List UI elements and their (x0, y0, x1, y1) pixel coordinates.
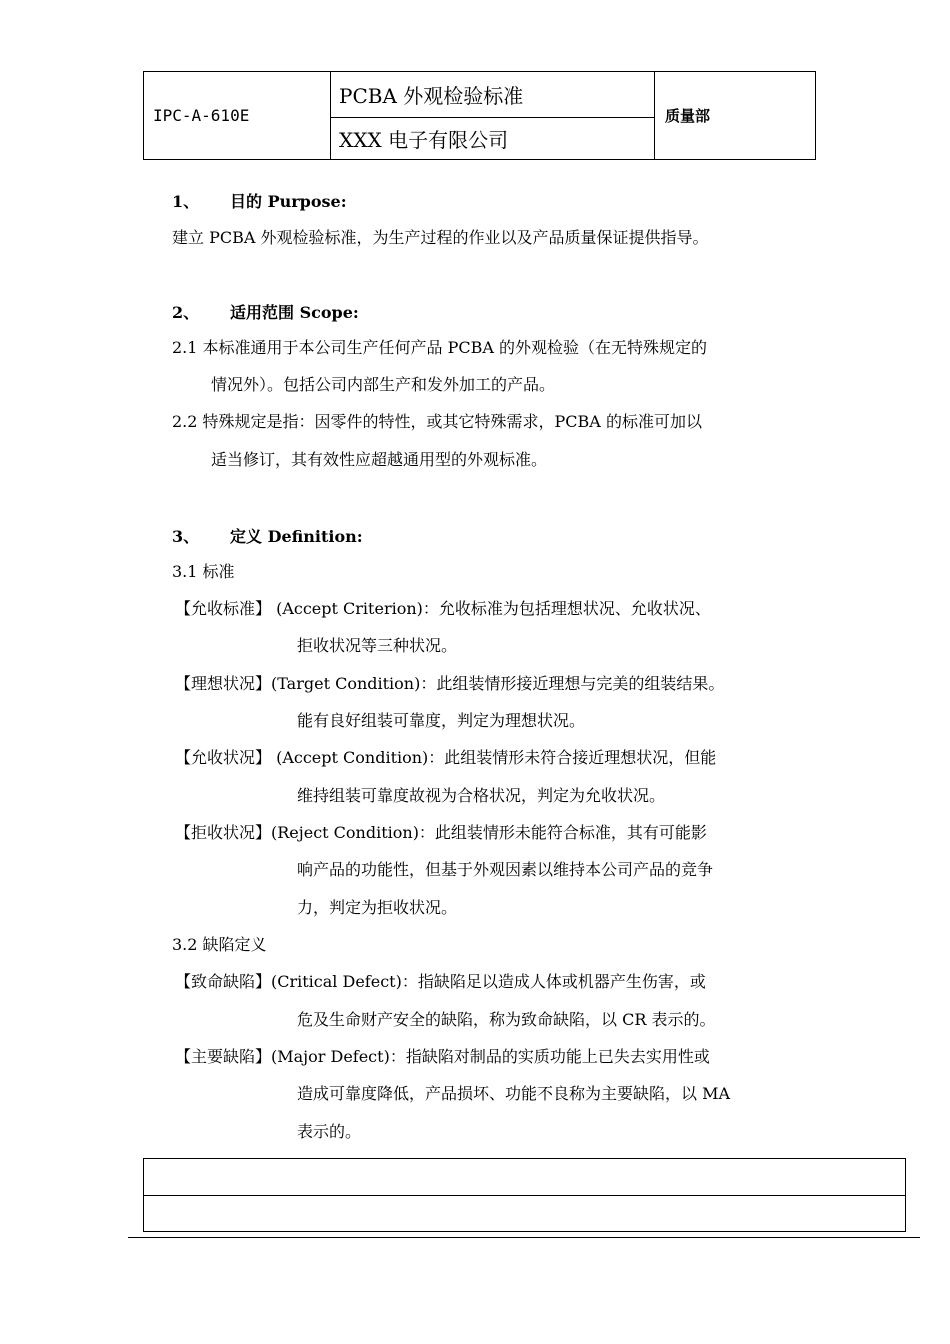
accept-condition-line-1: 【允收状况】 (Accept Condition)：此组装情形未符合接近理想状况，但能 (175, 748, 717, 767)
section-1-heading (172, 189, 347, 212)
company-name: XXX 电子有限公司 (331, 118, 655, 159)
section-1-text: 建立 PCBA 外观检验标准，为生产过程的作业以及产品质量保证提供指导。 (172, 228, 709, 247)
accept-criterion-line-1: 【允收标准】 (Accept Criterion)：允收标准为包括理想状况、允收状况、 (175, 599, 711, 618)
footer-table (143, 1158, 906, 1232)
critical-defect-line-2: 危及生命财产安全的缺陷，称为致命缺陷，以 CR 表示的。 (297, 1010, 716, 1029)
scope-2-2-line-2: 适当修订，其有效性应超越通用型的外观标准。 (211, 450, 548, 469)
target-condition-line-1: 【理想状况】(Target Condition)：此组装情形接近理想与完美的组装结果。 (175, 674, 725, 693)
major-defect-line-2: 造成可靠度降低，产品损坏、功能不良称为主要缺陷，以 MA (297, 1084, 731, 1103)
major-defect-line-1: 【主要缺陷】(Major Defect)：指缺陷对制品的实质功能上已失去实用性或 (175, 1047, 710, 1066)
reject-condition-line-1: 【拒收状况】(Reject Condition)：此组装情形未能符合标准，其有可能影 (175, 823, 707, 842)
section-2-number: 2、 (172, 303, 200, 322)
target-condition-line-2: 能有良好组装可靠度，判定为理想状况。 (297, 711, 586, 730)
critical-defect-line-1: 【致命缺陷】(Critical Defect)：指缺陷足以造成人体或机器产生伤害，或 (175, 972, 706, 991)
department: 质量部 (665, 107, 711, 125)
section-2-title: 适用范围 Scope: (230, 303, 359, 322)
footer-divider (128, 1237, 920, 1238)
scope-2-1-line-2: 情况外）。包括公司内部生产和发外加工的产品。 (211, 375, 556, 394)
doc-title: PCBA 外观检验标准 (331, 72, 655, 118)
section-1-title: 目的 Purpose: (230, 192, 347, 211)
footer-row (144, 1159, 905, 1196)
subsection-3-2: 3.2 缺陷定义 (172, 935, 267, 954)
header-table (143, 71, 816, 160)
reject-condition-line-2: 响产品的功能性，但基于外观因素以维持本公司产品的竞争 (297, 860, 714, 879)
scope-2-2-line-1: 2.2 特殊规定是指：因零件的特性，或其它特殊需求，PCBA 的标准可加以 (172, 412, 702, 431)
section-3-number: 3、 (172, 527, 200, 546)
accept-criterion-line-2: 拒收状况等三种状况。 (297, 636, 458, 655)
accept-condition-line-2: 维持组装可靠度故视为合格状况，判定为允收状况。 (297, 786, 666, 805)
section-3-heading (172, 524, 363, 547)
subsection-3-1: 3.1 标准 (172, 562, 235, 581)
section-2-heading (172, 300, 359, 323)
section-1-number: 1、 (172, 192, 200, 211)
doc-code: IPC-A-610E (144, 72, 331, 159)
section-3-title: 定义 Definition: (230, 527, 363, 546)
scope-2-1-line-1: 2.1 本标准通用于本公司生产任何产品 PCBA 的外观检验（在无特殊规定的 (172, 338, 708, 357)
reject-condition-line-3: 力，判定为拒收状况。 (297, 898, 458, 917)
major-defect-line-3: 表示的。 (297, 1122, 362, 1141)
